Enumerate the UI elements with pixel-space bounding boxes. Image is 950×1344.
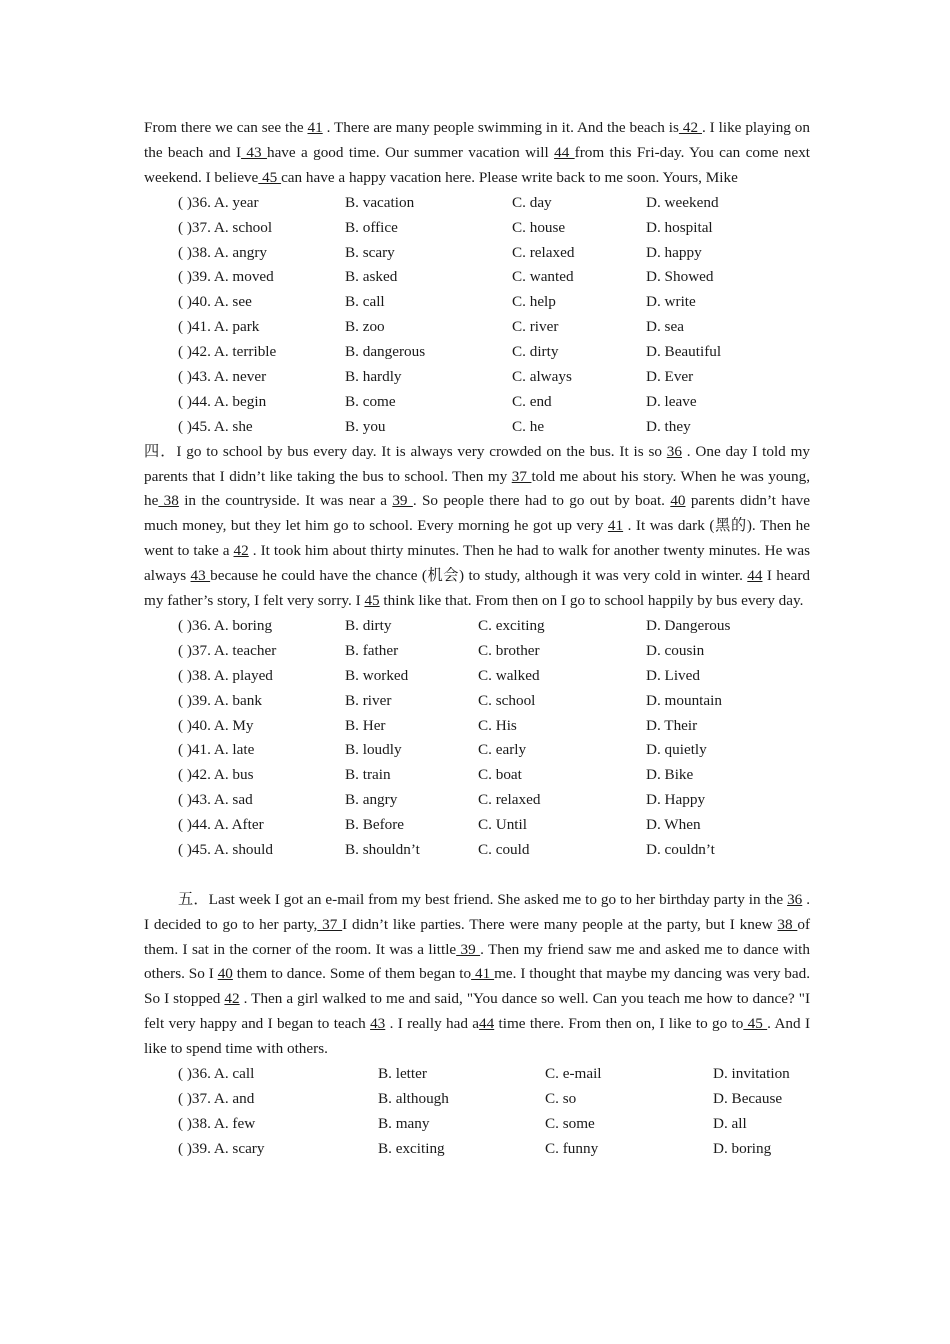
question-option: D. write xyxy=(646,293,696,311)
question-option: D. happy xyxy=(646,243,702,261)
passage-text: . There are many people swimming in it. And the beach is xyxy=(322,119,679,136)
passage-text: . One day I told my parents that I didn’t like taking the bus to school. Then my xyxy=(144,442,810,485)
question-option: B. shouldn’t xyxy=(345,840,420,858)
question-option: D. Their xyxy=(646,716,698,734)
question-option: D. boring xyxy=(713,1139,772,1157)
passage-text: . Then my friend saw me and asked me to dance with others. So I xyxy=(144,940,810,983)
question-option-a: ( )36. A. call xyxy=(178,1065,255,1083)
question-option: C. so xyxy=(545,1090,577,1107)
question-option: D. Because xyxy=(713,1090,783,1107)
passage-text: me. I thought that maybe my dancing was very bad. So I stopped xyxy=(144,965,811,1008)
question-option: D. Lived xyxy=(646,666,700,684)
question-option: C. relaxed xyxy=(478,791,541,809)
question-option: C. end xyxy=(512,392,552,410)
passage-text: parents didn’t have much money, but they let him go to school. Every morning he got up very xyxy=(144,492,811,535)
question-option: B. loudly xyxy=(345,741,402,759)
question-row xyxy=(144,191,810,216)
question-row xyxy=(144,365,810,390)
passage-text: of them. I sat in the corner of the room. It was a little xyxy=(144,915,811,958)
blank-number: 42 xyxy=(224,990,240,1008)
blank-number: 41 xyxy=(307,119,323,136)
blank-number: 43 xyxy=(370,1015,386,1033)
question-row xyxy=(144,340,810,365)
question-option: C. could xyxy=(478,840,530,858)
blank-number: 38 xyxy=(158,492,179,510)
question-option-a: ( )37. A. and xyxy=(178,1090,255,1107)
question-option-a: ( )43. A. sad xyxy=(178,791,253,809)
question-option: D. Bike xyxy=(646,766,694,784)
question-option: D. Beautiful xyxy=(646,343,722,361)
question-option: D. Ever xyxy=(646,367,694,385)
question-option-a: ( )40. A. My xyxy=(178,716,254,734)
question-option: C. Until xyxy=(478,816,527,834)
question-row xyxy=(144,639,810,664)
question-row xyxy=(144,763,810,788)
document-page xyxy=(144,116,810,1162)
question-option: B. hardly xyxy=(345,367,402,385)
question-option-a: ( )38. A. played xyxy=(178,666,273,684)
question-option-a: ( )41. A. late xyxy=(178,741,255,759)
question-option: B. train xyxy=(345,766,391,784)
passage-text: . It was dark (黑的). Then he went to take a xyxy=(144,517,811,560)
question-row xyxy=(144,838,810,863)
passage-text: have a good time. Our summer vacation will xyxy=(266,143,555,161)
question-row xyxy=(144,315,810,340)
passage-text: . I like playing on the beach and I xyxy=(144,119,810,161)
passage-text: . It took him about thirty minutes. Then he had to walk for another twenty minutes. He was always xyxy=(144,542,810,585)
question-option: D. quietly xyxy=(646,741,707,759)
blank-number: 37 xyxy=(511,467,532,485)
blank-number: 40 xyxy=(670,492,686,510)
question-option-a: ( )43. A. never xyxy=(178,367,267,385)
question-option: D. cousin xyxy=(646,641,705,659)
passage-text: . I decided to go to her party, xyxy=(144,890,811,933)
question-option: D. they xyxy=(646,417,691,435)
question-option-a: ( )39. A. bank xyxy=(178,691,262,709)
blank-number: 45 xyxy=(743,1015,768,1033)
blank-number: 39 xyxy=(392,492,413,510)
blank-number: 38 xyxy=(777,915,798,933)
question-option: B. dangerous xyxy=(345,343,426,361)
question-option: D. all xyxy=(713,1114,747,1132)
blank-number: 41 xyxy=(607,517,624,535)
question-option: C. dirty xyxy=(512,343,559,361)
question-row xyxy=(144,738,810,763)
question-row xyxy=(144,1062,810,1087)
question-option: D. hospital xyxy=(646,218,713,236)
question-option: B. letter xyxy=(378,1065,427,1083)
question-option: C. day xyxy=(512,193,552,211)
blank-number: 44 xyxy=(479,1015,495,1033)
options-section-3 xyxy=(144,1062,810,1162)
question-option: B. although xyxy=(378,1090,449,1107)
question-row xyxy=(144,813,810,838)
question-option: D. couldn’t xyxy=(646,840,715,858)
passage-text: them to dance. Some of them began to xyxy=(232,965,472,983)
blank-number: 37 xyxy=(317,915,343,933)
question-option: B. river xyxy=(345,691,392,709)
question-option: C. boat xyxy=(478,766,522,784)
passage-text: think like that. From then on I go to school happily by bus every day. xyxy=(379,592,804,610)
question-option: C. early xyxy=(478,741,527,759)
question-row xyxy=(144,1137,810,1162)
blank-number: 44 xyxy=(554,143,575,161)
question-option: B. Before xyxy=(345,816,405,834)
question-option-a: ( )44. A. begin xyxy=(178,392,267,410)
question-option-a: ( )37. A. teacher xyxy=(178,641,277,659)
question-option: C. brother xyxy=(478,641,540,659)
passage-text: . And I like to spend time with others. xyxy=(144,1015,810,1058)
blank-number: 42 xyxy=(678,119,702,136)
passage-text: . So people there had to go out by boat. xyxy=(412,492,671,510)
passage-1-tail xyxy=(144,116,810,191)
question-option: C. walked xyxy=(478,666,540,684)
question-option-a: ( )38. A. angry xyxy=(178,243,267,261)
question-option: D. Happy xyxy=(646,791,706,809)
blank-number: 40 xyxy=(217,965,233,983)
question-option: C. river xyxy=(512,318,559,336)
question-option-a: ( )36. A. boring xyxy=(178,616,273,634)
blank-number: 43 xyxy=(190,567,211,585)
question-option-a: ( )42. A. terrible xyxy=(178,343,277,361)
passage-3 xyxy=(144,888,810,1062)
question-option: B. Her xyxy=(345,716,386,734)
passage-text: because he could have the chance (机会) to study, although it was very cold in winter. xyxy=(210,567,748,585)
question-option: D. When xyxy=(646,816,701,834)
question-row xyxy=(144,1087,810,1112)
passage-text: time there. From then on, I like to go to xyxy=(494,1015,744,1033)
section-gap xyxy=(144,863,810,888)
question-option-a: ( )39. A. moved xyxy=(178,268,274,286)
passage-text: 四．I go to school by bus every day. It is always very crowded on the bus. It is so xyxy=(144,442,667,460)
question-option-a: ( )40. A. see xyxy=(178,293,252,311)
question-option-a: ( )37. A. school xyxy=(178,218,273,236)
question-option: D. Dangerous xyxy=(646,616,731,634)
question-row xyxy=(144,415,810,440)
question-option: D. sea xyxy=(646,318,684,336)
question-row xyxy=(144,714,810,739)
question-row xyxy=(144,614,810,639)
passage-text: I didn’t like parties. There were many people at the party, but I knew xyxy=(342,915,778,933)
question-option: C. house xyxy=(512,218,566,236)
question-option: C. help xyxy=(512,293,556,311)
blank-number: 36 xyxy=(787,890,803,908)
question-option: B. come xyxy=(345,392,396,410)
question-row xyxy=(144,216,810,241)
passage-2 xyxy=(144,440,810,614)
question-option-a: ( )44. A. After xyxy=(178,816,264,834)
question-option: B. vacation xyxy=(345,193,415,211)
passage-text: told me about his story. When he was young, he xyxy=(144,467,811,510)
blank-number: 43 xyxy=(241,143,267,161)
question-option: B. many xyxy=(378,1114,430,1132)
question-option: C. relaxed xyxy=(512,243,575,261)
question-option: C. wanted xyxy=(512,268,574,286)
question-option: C. school xyxy=(478,691,536,709)
passage-text: . I really had a xyxy=(385,1015,480,1033)
question-option: C. e-mail xyxy=(545,1065,602,1083)
question-option: C. some xyxy=(545,1114,595,1132)
question-option: B. office xyxy=(345,218,398,236)
question-option: D. invitation xyxy=(713,1065,790,1083)
question-option: C. exciting xyxy=(478,616,545,634)
question-option: B. asked xyxy=(345,268,398,286)
question-option-a: ( )45. A. she xyxy=(178,417,253,435)
question-row xyxy=(144,390,810,415)
question-row xyxy=(144,788,810,813)
question-option: D. Showed xyxy=(646,268,714,286)
question-option: C. always xyxy=(512,367,572,385)
passage-text: . Then a girl walked to me and said, "You dance so well. Can you teach me how to dance? "I felt very happy and I began to teach xyxy=(144,990,810,1033)
question-option: B. dirty xyxy=(345,616,392,634)
question-row xyxy=(144,290,810,315)
question-option-a: ( )42. A. bus xyxy=(178,766,254,784)
passage-text: can have a happy vacation here. Please write back to me soon. Yours, Mike xyxy=(281,168,738,186)
question-option-a: ( )39. A. scary xyxy=(178,1139,265,1157)
passage-text: in the countryside. It was near a xyxy=(178,492,393,510)
question-row xyxy=(144,664,810,689)
blank-number: 45 xyxy=(364,592,380,610)
question-row xyxy=(144,265,810,290)
passage-text: I heard my father’s story, I felt very sorry. I xyxy=(144,567,810,610)
question-option: C. he xyxy=(512,417,545,435)
blank-number: 41 xyxy=(471,965,495,983)
question-option: B. exciting xyxy=(378,1139,445,1157)
question-option-a: ( )41. A. park xyxy=(178,318,260,336)
question-option: D. weekend xyxy=(646,193,719,211)
blank-number: 42 xyxy=(233,542,249,560)
question-option: B. angry xyxy=(345,791,398,809)
question-option: B. zoo xyxy=(345,318,385,336)
blank-number: 44 xyxy=(747,567,763,585)
options-section-2 xyxy=(144,614,810,863)
question-option-a: ( )45. A. should xyxy=(178,840,273,858)
passage-text: 五．Last week I got an e-mail from my best friend. She asked me to go to her birthday party in the xyxy=(178,890,788,908)
question-option: B. scary xyxy=(345,243,395,261)
blank-number: 39 xyxy=(456,940,481,958)
blank-number: 36 xyxy=(666,442,682,460)
question-option: C. funny xyxy=(545,1139,599,1157)
question-option-a: ( )38. A. few xyxy=(178,1114,256,1132)
passage-text: From there we can see the xyxy=(144,119,308,136)
blank-number: 45 xyxy=(258,168,282,186)
question-option: B. call xyxy=(345,293,385,311)
question-option: B. worked xyxy=(345,666,409,684)
options-section-1 xyxy=(144,191,810,440)
question-option: B. father xyxy=(345,641,399,659)
question-option: C. His xyxy=(478,716,517,734)
passage-text: from this Fri-day. You can come next weekend. I believe xyxy=(144,143,811,186)
question-option-a: ( )36. A. year xyxy=(178,193,259,211)
question-option: B. you xyxy=(345,417,386,435)
question-option: D. leave xyxy=(646,392,697,410)
question-row xyxy=(144,241,810,266)
question-option: D. mountain xyxy=(646,691,722,709)
question-row xyxy=(144,1112,810,1137)
question-row xyxy=(144,689,810,714)
